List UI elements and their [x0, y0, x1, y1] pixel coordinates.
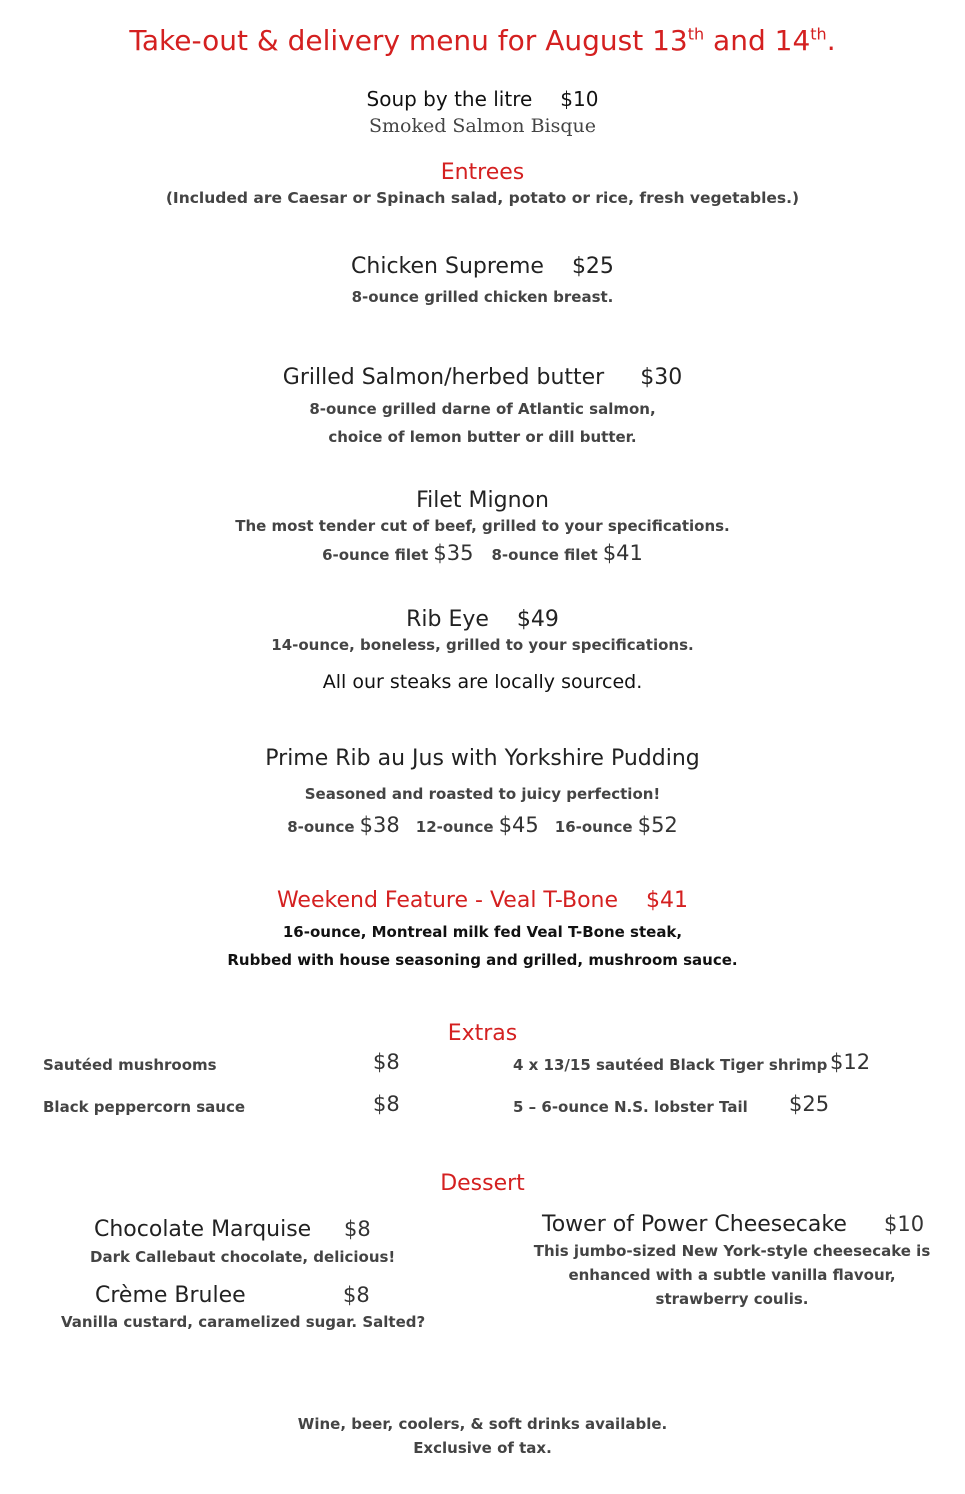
size-price: $52 [637, 813, 678, 837]
title-text: and 14 [704, 24, 811, 57]
soup-name: Soup by the litre [366, 87, 533, 111]
title-superscript: th [687, 24, 705, 44]
size-label: 8-ounce [287, 818, 355, 836]
item-description: 14-ounce, boneless, grilled to your specifications. [271, 636, 694, 654]
size-price: $38 [359, 813, 400, 837]
extra-name: Sautéed mushrooms [43, 1056, 217, 1074]
feature-line [0, 888, 965, 913]
item-name: Prime Rib au Jus with Yorkshire Pudding [265, 746, 700, 771]
dessert-name: Tower of Power Cheesecake [542, 1212, 847, 1237]
item-name: Filet Mignon [416, 488, 549, 513]
item-price: $49 [516, 607, 559, 632]
size-label: 6-ounce filet [322, 546, 429, 564]
feature-description: Rubbed with house seasoning and grilled, mushroom sauce. [227, 951, 738, 969]
extra-price: $25 [789, 1092, 830, 1116]
item-description: Seasoned and roasted to juicy perfection! [304, 785, 661, 803]
item-name: Rib Eye [406, 607, 489, 632]
item-name: Chicken Supreme [351, 254, 544, 279]
size-label: 16-ounce [554, 818, 633, 836]
page-title [0, 24, 965, 57]
filet-sizes [0, 541, 965, 565]
size-price: $35 [433, 541, 474, 565]
dessert-price: $8 [344, 1217, 371, 1241]
item-name: Grilled Salmon/herbed butter [282, 365, 605, 390]
footer-tax: Exclusive of tax. [413, 1439, 552, 1457]
extra-price: $12 [830, 1050, 871, 1074]
entrees-heading: Entrees [440, 160, 525, 185]
item-description: 8-ounce grilled darne of Atlantic salmon, [309, 400, 656, 418]
primerib-sizes [0, 813, 965, 837]
dessert-name: Crème Brulee [95, 1283, 246, 1308]
dessert-price: $8 [343, 1283, 370, 1307]
steaks-note: All our steaks are locally sourced. [322, 671, 643, 693]
item-description: The most tender cut of beef, grilled to your specifications. [235, 517, 730, 535]
extra-name: 4 x 13/15 sautéed Black Tiger shrimp [513, 1056, 828, 1074]
size-label: 12-ounce [415, 818, 494, 836]
dessert-heading: Dessert [440, 1171, 525, 1196]
feature-price: $41 [646, 888, 689, 913]
title-superscript: th [810, 24, 827, 44]
footer-drinks: Wine, beer, coolers, & soft drinks available. [297, 1415, 668, 1433]
title-text: Take-out & delivery menu for August 13 [129, 24, 688, 57]
dessert-name: Chocolate Marquise [94, 1217, 312, 1242]
size-label: 8-ounce filet [491, 546, 598, 564]
dessert-description: Vanilla custard, caramelized sugar. Salted? [61, 1313, 426, 1331]
soup-line [0, 87, 965, 111]
dessert-description: Dark Callebaut chocolate, delicious! [90, 1248, 396, 1266]
feature-name: Weekend Feature - Veal T-Bone [276, 888, 619, 913]
feature-description: 16-ounce, Montreal milk fed Veal T-Bone steak, [282, 923, 683, 941]
item-price: $25 [571, 254, 614, 279]
size-price: $41 [602, 541, 643, 565]
dessert-description: This jumbo-sized New York-style cheesecake is [533, 1242, 931, 1260]
extra-price: $8 [373, 1092, 400, 1116]
soup-price: $10 [560, 87, 599, 111]
chicken-line [0, 254, 965, 279]
salmon-line [0, 365, 965, 390]
size-price: $45 [498, 813, 539, 837]
dessert-description: strawberry coulis. [655, 1290, 809, 1308]
item-description: choice of lemon butter or dill butter. [328, 428, 637, 446]
item-price: $30 [640, 365, 683, 390]
title-text: . [826, 24, 836, 57]
extras-heading: Extras [447, 1021, 518, 1046]
extra-price: $8 [373, 1050, 400, 1074]
soup-subtitle: Smoked Salmon Bisque [368, 115, 597, 137]
item-description: 8-ounce grilled chicken breast. [351, 288, 614, 306]
dessert-price: $10 [884, 1212, 925, 1236]
ribeye-line [0, 607, 965, 632]
dessert-description: enhanced with a subtle vanilla flavour, [568, 1266, 896, 1284]
entrees-note: (Included are Caesar or Spinach salad, potato or rice, fresh vegetables.) [165, 189, 800, 207]
extra-name: Black peppercorn sauce [43, 1098, 246, 1116]
extra-name: 5 – 6-ounce N.S. lobster Tail [513, 1098, 748, 1116]
